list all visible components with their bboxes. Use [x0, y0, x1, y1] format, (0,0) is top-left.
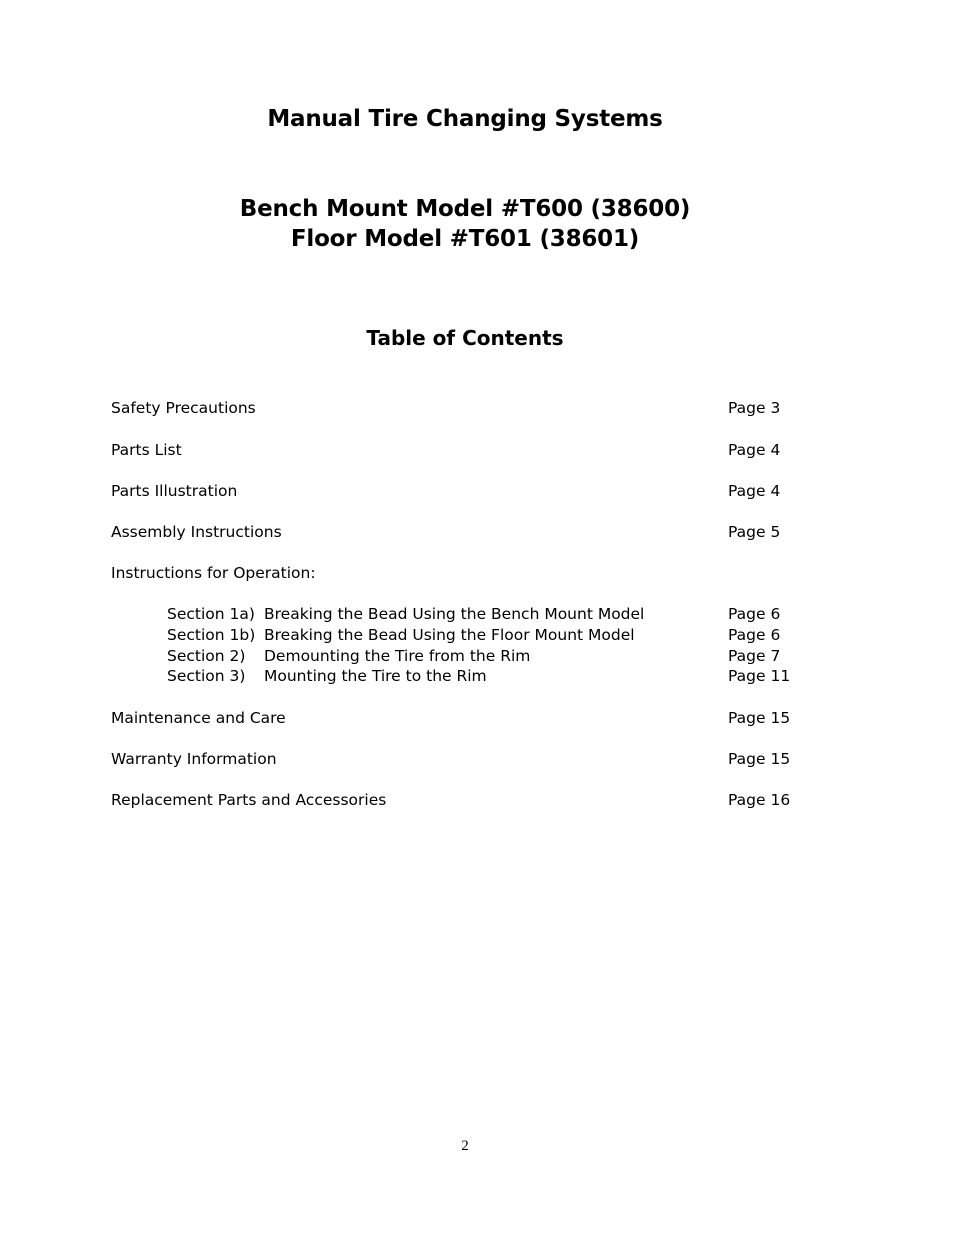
- toc-subsection: [0, 647, 954, 669]
- toc-entry-page: Page 15: [728, 709, 791, 727]
- model-line-bench: Bench Mount Model #T600 (38600): [239, 196, 691, 222]
- toc-subsection-title: Breaking the Bead Using the Bench Mount Model: [264, 605, 645, 623]
- toc-subsection: [0, 667, 954, 689]
- toc-entry-label: Instructions for Operation:: [111, 564, 316, 582]
- toc-entry: [0, 482, 954, 504]
- document-title: Manual Tire Changing Systems: [267, 106, 663, 132]
- toc-entry: [0, 564, 954, 586]
- toc-subsection-page: Page 11: [728, 667, 791, 685]
- toc-subsection-page: Page 6: [728, 626, 781, 644]
- toc-entry: [0, 399, 954, 421]
- toc-subsection: [0, 626, 954, 648]
- toc-entry-label: Warranty Information: [111, 750, 277, 768]
- toc-entry-page: Page 16: [728, 791, 791, 809]
- toc-subsection: [0, 605, 954, 627]
- toc-entry-label: Parts List: [111, 441, 182, 459]
- toc-subsection-page: Page 7: [728, 647, 781, 665]
- toc-entry-label: Maintenance and Care: [111, 709, 286, 727]
- toc-entry-label: Replacement Parts and Accessories: [111, 791, 387, 809]
- toc-entry-label: Safety Precautions: [111, 399, 256, 417]
- toc-subsection-title: Demounting the Tire from the Rim: [264, 647, 531, 665]
- toc-subsection-page: Page 6: [728, 605, 781, 623]
- toc-entry-page: Page 3: [728, 399, 781, 417]
- toc-entry-page: Page 4: [728, 482, 781, 500]
- toc-entry-label: Assembly Instructions: [111, 523, 282, 541]
- toc-subsection-number: Section 1a): [167, 605, 255, 623]
- toc-entry-label: Parts Illustration: [111, 482, 238, 500]
- toc-entry: [0, 523, 954, 545]
- page-number: 2: [461, 1138, 469, 1154]
- toc-subsection-number: Section 3): [167, 667, 246, 685]
- toc-entry: [0, 441, 954, 463]
- toc-subsection-number: Section 1b): [167, 626, 256, 644]
- model-line-floor: Floor Model #T601 (38601): [290, 226, 640, 252]
- toc-subsection-title: Breaking the Bead Using the Floor Mount Model: [264, 626, 635, 644]
- toc-entry-page: Page 5: [728, 523, 781, 541]
- toc-entry-page: Page 4: [728, 441, 781, 459]
- toc-heading: Table of Contents: [366, 326, 564, 350]
- toc-subsection-title: Mounting the Tire to the Rim: [264, 667, 487, 685]
- toc-subsection-number: Section 2): [167, 647, 246, 665]
- toc-entry: [0, 791, 954, 813]
- toc-entry: [0, 709, 954, 731]
- toc-entry: [0, 750, 954, 772]
- toc-entry-page: Page 15: [728, 750, 791, 768]
